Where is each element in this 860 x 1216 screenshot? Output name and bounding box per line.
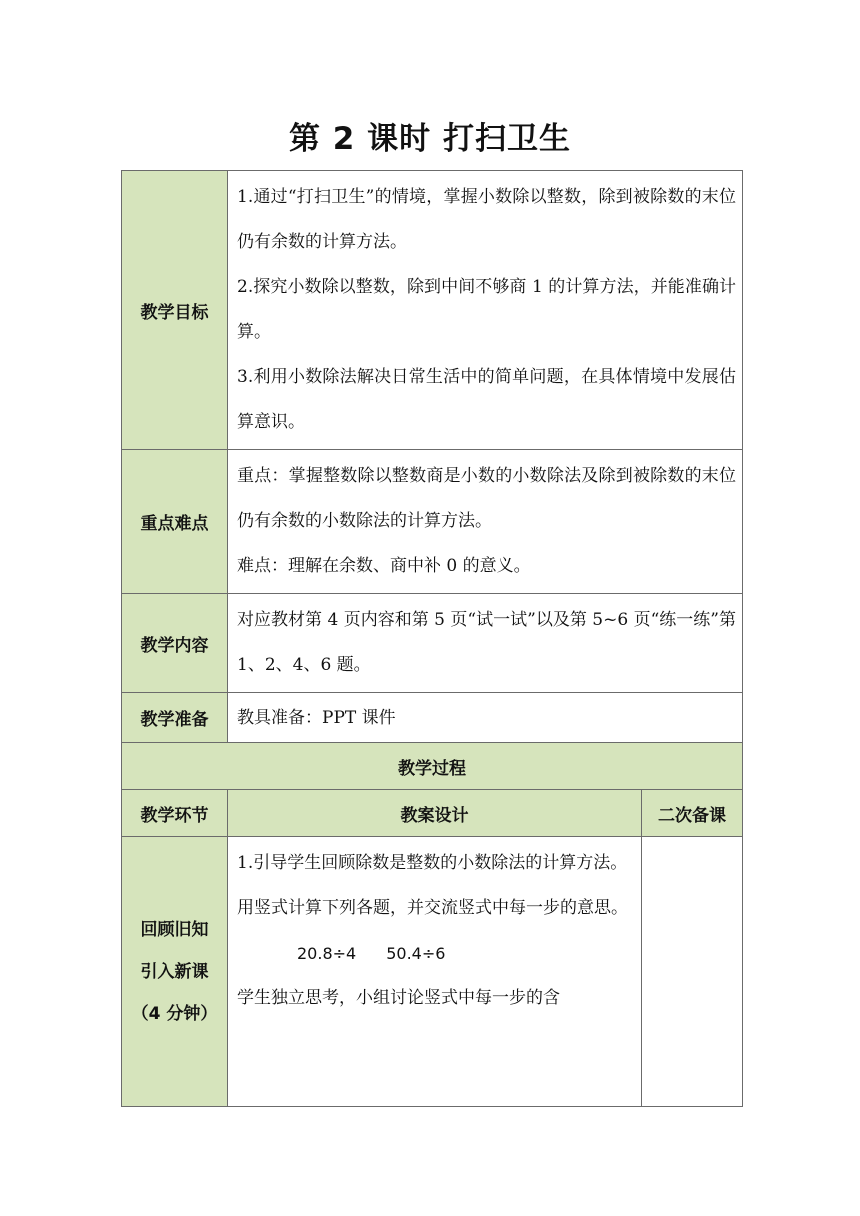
objective-item: 1.通过“打扫卫生”的情境，掌握小数除以整数，除到被除数的末位仍有余数的计算方法。	[237, 187, 737, 252]
preparation-text: 教具准备：PPT 课件	[228, 693, 743, 743]
design-line: 1.引导学生回顾除数是整数的小数除法的计算方法。	[237, 853, 628, 873]
content-text: 对应教材第 4 页内容和第 5 页“试一试”以及第 5~6 页“练一练”第 1、2、4、6 题。	[228, 594, 743, 693]
stage-label-line: （4 分钟）	[131, 1003, 218, 1024]
column-header-stage: 教学环节	[122, 790, 228, 837]
column-header-revision: 二次备课	[642, 790, 743, 837]
key-points-row	[122, 450, 743, 594]
process-header-row	[122, 743, 743, 790]
content-row	[122, 594, 743, 693]
practice-expressions	[237, 931, 635, 976]
key-points-content	[228, 450, 743, 594]
design-line: 用竖式计算下列各题，并交流竖式中每一步的意思。	[237, 898, 628, 918]
process-columns-row	[122, 790, 743, 837]
column-header-design: 教案设计	[228, 790, 642, 837]
preparation-label: 教学准备	[122, 693, 228, 743]
preparation-row	[122, 693, 743, 743]
stage-row	[122, 837, 743, 1107]
stage-label-line: 引入新课	[140, 961, 209, 982]
objectives-content	[228, 171, 743, 450]
process-header: 教学过程	[122, 743, 743, 790]
objective-item: 3.利用小数除法解决日常生活中的简单问题，在具体情境中发展估算意识。	[237, 367, 737, 432]
objectives-label: 教学目标	[122, 171, 228, 450]
expression: 20.8÷4	[297, 944, 357, 963]
content-label: 教学内容	[122, 594, 228, 693]
lesson-plan-table	[121, 170, 743, 1107]
stage-design-content	[228, 837, 642, 1107]
revision-cell	[642, 837, 743, 1107]
objective-item: 2.探究小数除以整数，除到中间不够商 1 的计算方法，并能准确计算。	[237, 277, 737, 342]
page-title: 第 2 课时 打扫卫生	[289, 121, 571, 157]
key-points-label: 重点难点	[122, 450, 228, 594]
objectives-row	[122, 171, 743, 450]
design-line: 学生独立思考，小组讨论竖式中每一步的含	[237, 988, 560, 1008]
expression: 50.4÷6	[386, 944, 446, 963]
stage-label	[122, 837, 228, 1107]
key-point-item: 重点：掌握整数除以整数商是小数的小数除法及除到被除数的末位仍有余数的小数除法的计算方法。	[237, 466, 737, 531]
stage-label-line: 回顾旧知	[140, 919, 209, 940]
difficulty-item: 难点：理解在余数、商中补 0 的意义。	[237, 556, 531, 576]
